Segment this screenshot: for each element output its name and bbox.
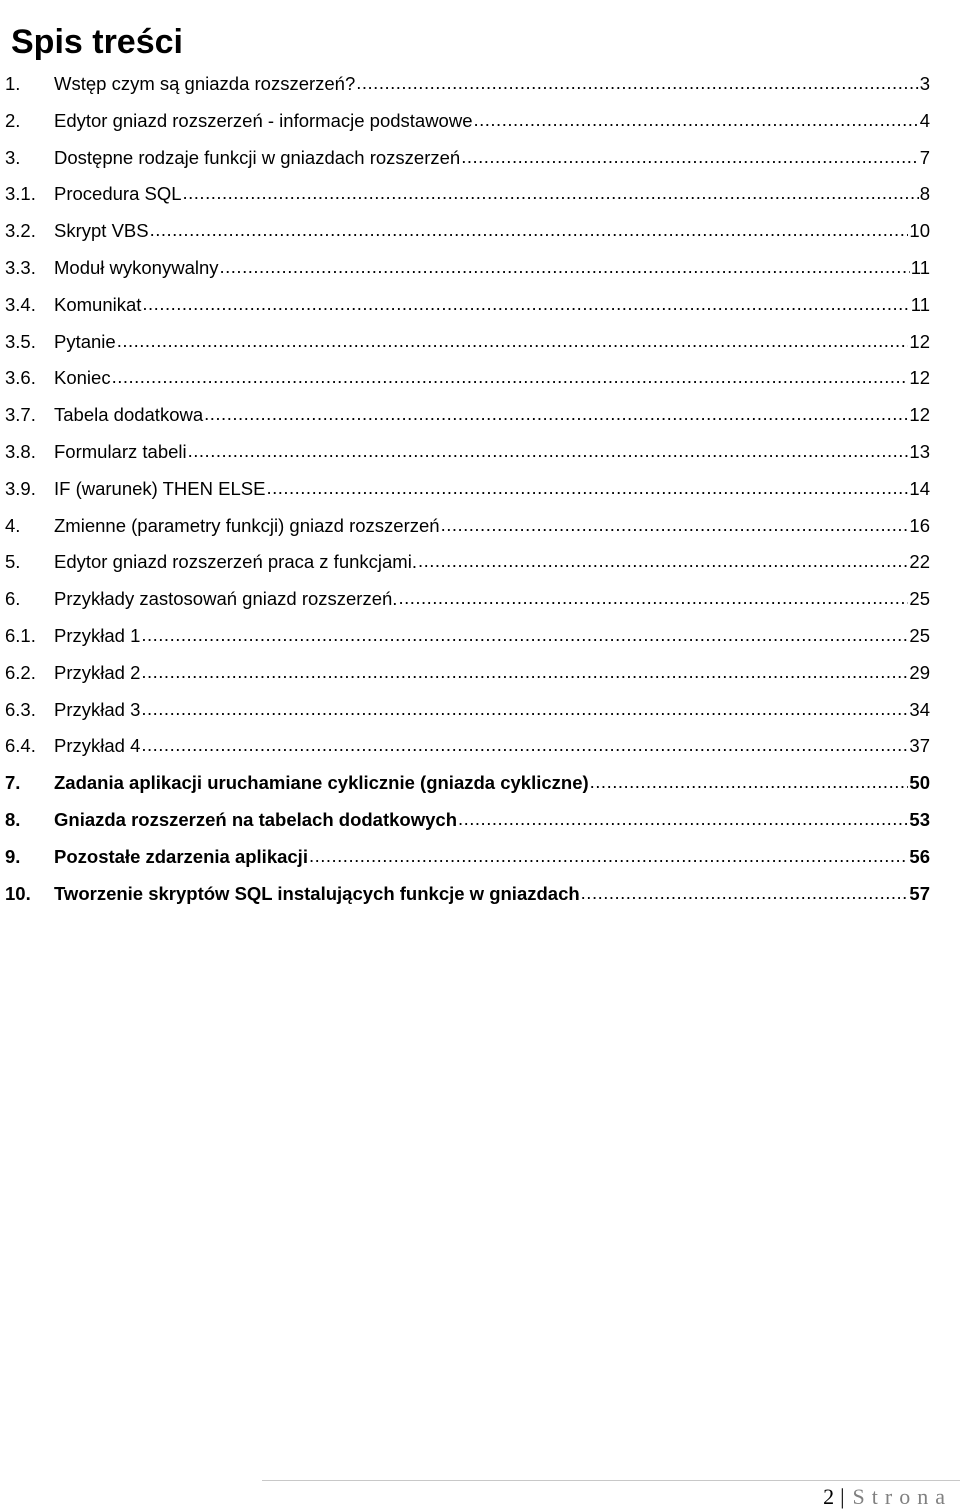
footer-divider bbox=[262, 1480, 960, 1481]
toc-entry-page: 56 bbox=[909, 845, 930, 867]
toc-entry-title: Pozostałe zdarzenia aplikacji bbox=[54, 845, 308, 867]
toc-entry-number: 7. bbox=[5, 772, 21, 794]
toc-entry-page: 12 bbox=[909, 404, 930, 426]
toc-entry[interactable] bbox=[5, 806, 930, 834]
toc-entry[interactable] bbox=[5, 180, 930, 208]
toc-dot-leader bbox=[188, 437, 909, 465]
toc-entry-title: Koniec bbox=[54, 367, 111, 389]
toc-entry-number: 6.3. bbox=[5, 698, 36, 720]
toc-dot-leader bbox=[441, 511, 909, 539]
toc-dot-leader bbox=[141, 658, 908, 686]
toc-entry-title: Przykład 3 bbox=[54, 698, 141, 720]
toc-entry-page: 50 bbox=[909, 772, 930, 794]
toc-entry[interactable] bbox=[5, 144, 930, 172]
toc-entry-page: 11 bbox=[910, 293, 930, 315]
toc-entry[interactable] bbox=[5, 659, 930, 687]
toc-entry[interactable] bbox=[5, 769, 930, 797]
toc-entry-page: 25 bbox=[909, 588, 930, 610]
toc-entry[interactable] bbox=[5, 622, 930, 650]
toc-entry-number: 1. bbox=[5, 73, 21, 94]
toc-entry-page: 13 bbox=[909, 441, 930, 462]
toc-entry[interactable] bbox=[5, 291, 930, 319]
toc-entry-title: Pytanie bbox=[54, 330, 116, 352]
toc-entry-page: 57 bbox=[909, 882, 930, 904]
toc-entry-title: Przykład 4 bbox=[54, 735, 141, 757]
toc-entry[interactable] bbox=[5, 475, 930, 503]
toc-entry-number: 6. bbox=[5, 588, 21, 610]
toc-entry-page: 11 bbox=[910, 257, 930, 278]
toc-entry-page: 29 bbox=[909, 661, 930, 683]
toc-entry-title: Komunikat bbox=[54, 293, 142, 315]
toc-entry-number: 3.5. bbox=[5, 330, 36, 352]
toc-entry-title: IF (warunek) THEN ELSE bbox=[54, 477, 266, 499]
toc-entry-number: 3.6. bbox=[5, 367, 36, 389]
toc-entry-number: 6.1. bbox=[5, 625, 36, 646]
toc-entry-number: 8. bbox=[5, 809, 21, 830]
toc-entry-title: Tabela dodatkowa bbox=[54, 404, 204, 426]
toc-entry-title: Przykłady zastosowań gniazd rozszerzeń. bbox=[54, 588, 398, 610]
toc-dot-leader bbox=[204, 400, 908, 428]
toc-entry-title: Gniazda rozszerzeń na tabelach dodatkowych bbox=[54, 809, 457, 830]
toc-entry-title: Wstęp czym są gniazda rozszerzeń? bbox=[54, 73, 356, 94]
toc-dot-leader bbox=[398, 584, 908, 612]
toc-dot-leader bbox=[141, 695, 908, 723]
toc-entry[interactable] bbox=[5, 696, 930, 724]
toc-entry-page: 25 bbox=[909, 625, 930, 646]
toc-entry[interactable] bbox=[5, 843, 930, 871]
toc-dot-leader bbox=[142, 290, 909, 318]
toc-dot-leader bbox=[461, 143, 919, 171]
toc-entry-number: 6.4. bbox=[5, 735, 36, 757]
toc-entry-page: 10 bbox=[909, 220, 930, 242]
toc-entry-title: Edytor gniazd rozszerzeń - informacje podstawowe bbox=[54, 109, 473, 131]
toc-dot-leader bbox=[309, 842, 908, 870]
toc-entry-title: Tworzenie skryptów SQL instalujących funkcje w gniazdach bbox=[54, 882, 580, 904]
toc-dot-leader bbox=[266, 474, 908, 502]
toc-dot-leader bbox=[150, 216, 909, 244]
toc-dot-leader bbox=[418, 547, 908, 575]
footer-page-number: 2 bbox=[823, 1484, 835, 1509]
toc-entry-title: Zmienne (parametry funkcji) gniazd rozszerzeń bbox=[54, 514, 440, 536]
toc-entry-number: 6.2. bbox=[5, 661, 36, 683]
footer-separator: | bbox=[840, 1484, 845, 1509]
toc-dot-leader bbox=[117, 327, 909, 355]
toc-dot-leader bbox=[356, 69, 918, 97]
toc-entry-title: Procedura SQL bbox=[54, 183, 182, 205]
toc-entry-number: 3.1. bbox=[5, 183, 36, 205]
footer-label: Strona bbox=[852, 1484, 952, 1509]
toc-entry[interactable] bbox=[5, 217, 930, 245]
toc-entry-number: 10. bbox=[5, 882, 31, 904]
toc-entry-number: 3.4. bbox=[5, 293, 36, 315]
toc-entry-title: Skrypt VBS bbox=[54, 220, 149, 242]
toc-entry[interactable] bbox=[5, 70, 930, 98]
toc-entry-number: 5. bbox=[5, 551, 21, 573]
toc-entry-page: 14 bbox=[909, 477, 930, 499]
toc-entry-number: 3.2. bbox=[5, 220, 36, 242]
toc-entry-number: 3.8. bbox=[5, 441, 36, 462]
toc-dot-leader bbox=[458, 805, 908, 833]
page-footer bbox=[823, 1484, 952, 1510]
toc-entry-title: Dostępne rodzaje funkcji w gniazdach rozszerzeń bbox=[54, 146, 461, 168]
toc-entry-number: 2. bbox=[5, 109, 21, 131]
toc-dot-leader bbox=[141, 621, 908, 649]
toc-entry-page: 22 bbox=[909, 551, 930, 573]
page-title: Spis treści bbox=[11, 22, 183, 61]
toc-entry[interactable] bbox=[5, 512, 930, 540]
toc-entry-title: Formularz tabeli bbox=[54, 441, 187, 462]
toc-entry-number: 3.9. bbox=[5, 477, 36, 499]
toc-entry-title: Moduł wykonywalny bbox=[54, 257, 219, 278]
toc-entry[interactable] bbox=[5, 328, 930, 356]
toc-entry[interactable] bbox=[5, 364, 930, 392]
toc-entry-page: 16 bbox=[909, 514, 930, 536]
toc-entry-page: 7 bbox=[919, 146, 930, 168]
toc-entry-page: 12 bbox=[909, 367, 930, 389]
toc-entry-page: 4 bbox=[919, 109, 930, 131]
toc-entry-page: 8 bbox=[919, 183, 930, 205]
toc-entry-title: Przykład 1 bbox=[54, 625, 141, 646]
toc-entry[interactable] bbox=[5, 585, 930, 613]
toc-entry[interactable] bbox=[5, 254, 930, 282]
toc-entry[interactable] bbox=[5, 438, 930, 466]
toc-entry[interactable] bbox=[5, 732, 930, 760]
toc-dot-leader bbox=[112, 363, 909, 391]
toc-entry-page: 34 bbox=[909, 698, 930, 720]
toc-entry-number: 9. bbox=[5, 845, 21, 867]
toc-entry-title: Zadania aplikacji uruchamiane cyklicznie (gniazda cykliczne) bbox=[54, 772, 589, 794]
toc-entry-number: 4. bbox=[5, 514, 21, 536]
toc-entry[interactable] bbox=[5, 880, 930, 908]
toc-dot-leader bbox=[183, 179, 919, 207]
toc-dot-leader bbox=[581, 879, 909, 907]
toc-entry-page: 37 bbox=[909, 735, 930, 757]
toc-entry-page: 3 bbox=[919, 73, 930, 94]
toc-entry-title: Edytor gniazd rozszerzeń praca z funkcjami. bbox=[54, 551, 417, 573]
toc-entry-number: 3.7. bbox=[5, 404, 36, 426]
toc-entry-page: 53 bbox=[909, 809, 930, 830]
toc-entry-page: 12 bbox=[909, 330, 930, 352]
toc-entry-title: Przykład 2 bbox=[54, 661, 141, 683]
toc-dot-leader bbox=[590, 768, 909, 796]
toc-dot-leader bbox=[141, 731, 908, 759]
toc-entry[interactable] bbox=[5, 401, 930, 429]
toc-entry-number: 3.3. bbox=[5, 257, 36, 278]
toc-entry-number: 3. bbox=[5, 146, 21, 168]
toc-dot-leader bbox=[220, 253, 910, 281]
toc-entry[interactable] bbox=[5, 107, 930, 135]
toc-dot-leader bbox=[474, 106, 919, 134]
toc-entry[interactable] bbox=[5, 548, 930, 576]
